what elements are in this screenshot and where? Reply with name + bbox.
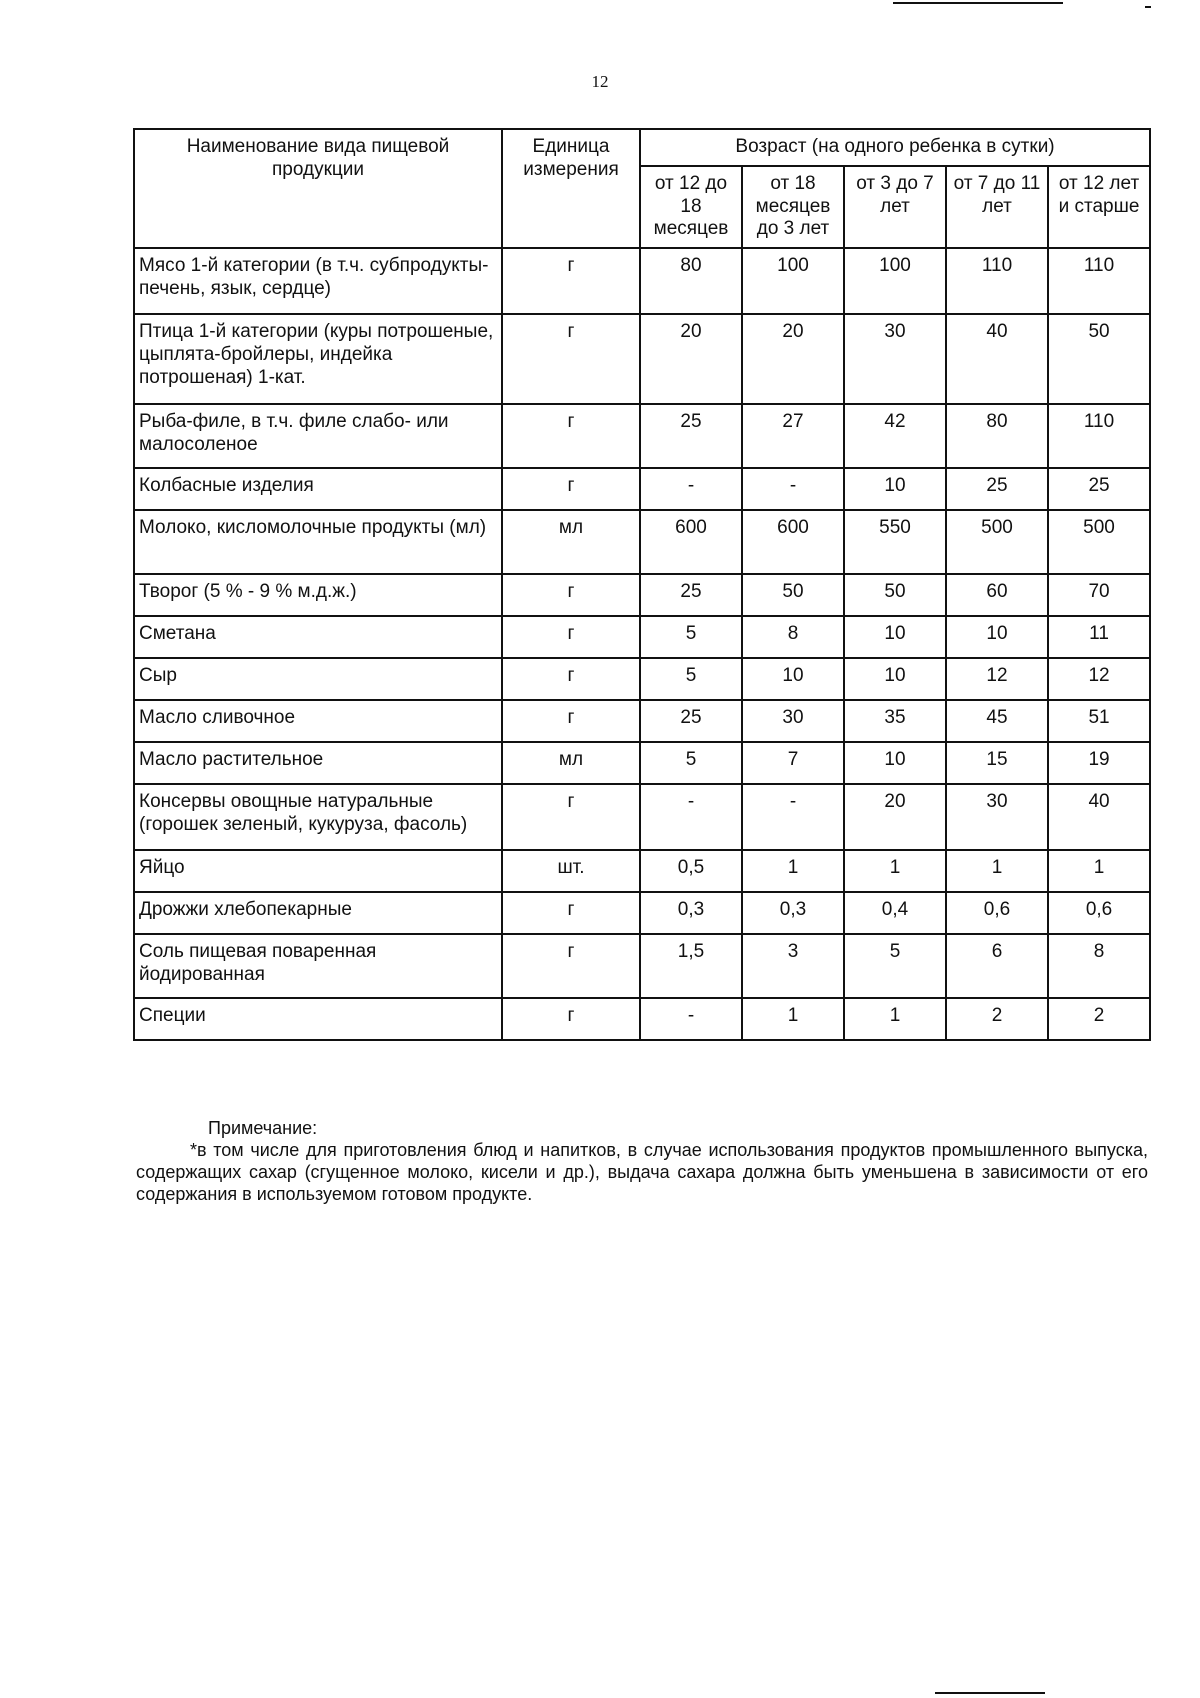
product-name-cell: Масло сливочное (134, 700, 502, 742)
value-cell: 6 (946, 934, 1048, 998)
table-row (134, 934, 1150, 998)
value-cell: 25 (640, 404, 742, 468)
value-cell: 10 (844, 658, 946, 700)
value-cell: 8 (742, 616, 844, 658)
unit-cell: г (502, 248, 640, 314)
value-cell: 110 (946, 248, 1048, 314)
value-cell: - (742, 784, 844, 850)
unit-cell: г (502, 658, 640, 700)
unit-cell: мл (502, 510, 640, 574)
table-row (134, 892, 1150, 934)
value-cell: 20 (742, 314, 844, 404)
unit-cell: г (502, 574, 640, 616)
scan-mark-corner (1145, 6, 1151, 8)
product-name-cell: Молоко, кисломолочные продукты (мл) (134, 510, 502, 574)
table-row (134, 574, 1150, 616)
value-cell: 7 (742, 742, 844, 784)
header-age-group: Возраст (на одного ребенка в сутки) (640, 129, 1150, 166)
value-cell: 1,5 (640, 934, 742, 998)
product-name-cell: Птица 1-й категории (куры потрошеные, цыплята-бройлеры, индейка потрошеная) 1-кат. (134, 314, 502, 404)
value-cell: 3 (742, 934, 844, 998)
page-number: 12 (591, 72, 609, 91)
food-norms-table (133, 128, 1151, 1041)
value-cell: 45 (946, 700, 1048, 742)
value-cell: - (640, 784, 742, 850)
value-cell: 0,6 (946, 892, 1048, 934)
value-cell: 19 (1048, 742, 1150, 784)
value-cell: 5 (640, 742, 742, 784)
value-cell: 80 (946, 404, 1048, 468)
product-name-cell: Консервы овощные натуральные (горошек зеленый, кукуруза, фасоль) (134, 784, 502, 850)
value-cell: 12 (946, 658, 1048, 700)
value-cell: 30 (844, 314, 946, 404)
value-cell: 0,3 (742, 892, 844, 934)
product-name-cell: Сыр (134, 658, 502, 700)
unit-cell: шт. (502, 850, 640, 892)
unit-cell: г (502, 934, 640, 998)
table-row (134, 510, 1150, 574)
unit-cell: мл (502, 742, 640, 784)
value-cell: 2 (946, 998, 1048, 1040)
value-cell: - (640, 468, 742, 510)
product-name-cell: Колбасные изделия (134, 468, 502, 510)
value-cell: - (742, 468, 844, 510)
value-cell: 2 (1048, 998, 1150, 1040)
value-cell: 25 (1048, 468, 1150, 510)
value-cell: 25 (946, 468, 1048, 510)
value-cell: 500 (946, 510, 1048, 574)
unit-cell: г (502, 404, 640, 468)
unit-cell: г (502, 700, 640, 742)
note (136, 1118, 1148, 1206)
table-row (134, 404, 1150, 468)
value-cell: 1 (844, 998, 946, 1040)
value-cell: 600 (742, 510, 844, 574)
value-cell: 0,3 (640, 892, 742, 934)
note-title: Примечание: (208, 1118, 318, 1138)
value-cell: 80 (640, 248, 742, 314)
table-row (134, 850, 1150, 892)
table-row (134, 998, 1150, 1040)
note-text: *в том числе для приготовления блюд и напитков, в случае использования продуктов промышленного выпуска, содержащих сахар (сгущенное молоко, кисели и др.), выдача сахара должна быть уменьшена в зависимости от его содержания в используемом готовом продукте. (136, 1139, 1148, 1204)
value-cell: 0,5 (640, 850, 742, 892)
table-row (134, 658, 1150, 700)
value-cell: 10 (844, 742, 946, 784)
value-cell: 5 (640, 616, 742, 658)
product-name-cell: Масло растительное (134, 742, 502, 784)
value-cell: 10 (742, 658, 844, 700)
value-cell: 110 (1048, 404, 1150, 468)
product-name-cell: Специи (134, 998, 502, 1040)
scan-mark-bottom (935, 1692, 1045, 1694)
value-cell: 600 (640, 510, 742, 574)
value-cell: 50 (844, 574, 946, 616)
header-age-18-months-3-years: от 18 месяцев до 3 лет (742, 166, 844, 248)
value-cell: 12 (1048, 658, 1150, 700)
table-row (134, 784, 1150, 850)
table-row (134, 248, 1150, 314)
header-age-12-plus-years: от 12 лет и старше (1048, 166, 1150, 248)
value-cell: 10 (844, 616, 946, 658)
value-cell: 550 (844, 510, 946, 574)
value-cell: 30 (742, 700, 844, 742)
product-name-cell: Яйцо (134, 850, 502, 892)
value-cell: 11 (1048, 616, 1150, 658)
value-cell: 10 (946, 616, 1048, 658)
value-cell: 40 (1048, 784, 1150, 850)
value-cell: 20 (844, 784, 946, 850)
product-name-cell: Соль пищевая поваренная йодированная (134, 934, 502, 998)
header-product-name: Наименование вида пищевой продукции (134, 129, 502, 248)
table-row (134, 616, 1150, 658)
value-cell: 1 (946, 850, 1048, 892)
unit-cell: г (502, 998, 640, 1040)
header-age-12-18-months: от 12 до 18 месяцев (640, 166, 742, 248)
value-cell: 25 (640, 574, 742, 616)
value-cell: 110 (1048, 248, 1150, 314)
value-cell: 0,6 (1048, 892, 1150, 934)
value-cell: 30 (946, 784, 1048, 850)
product-name-cell: Сметана (134, 616, 502, 658)
product-name-cell: Мясо 1-й категории (в т.ч. субпродукты-печень, язык, сердце) (134, 248, 502, 314)
header-age-7-11-years: от 7 до 11 лет (946, 166, 1048, 248)
value-cell: 25 (640, 700, 742, 742)
product-name-cell: Рыба-филе, в т.ч. филе слабо- или малосоленое (134, 404, 502, 468)
value-cell: 60 (946, 574, 1048, 616)
table-row (134, 742, 1150, 784)
scan-mark-top (893, 2, 1063, 4)
value-cell: 1 (844, 850, 946, 892)
unit-cell: г (502, 314, 640, 404)
value-cell: 15 (946, 742, 1048, 784)
product-name-cell: Дрожжи хлебопекарные (134, 892, 502, 934)
value-cell: 42 (844, 404, 946, 468)
value-cell: 50 (1048, 314, 1150, 404)
unit-cell: г (502, 784, 640, 850)
value-cell: 1 (1048, 850, 1150, 892)
header-age-3-7-years: от 3 до 7 лет (844, 166, 946, 248)
table-body (134, 248, 1150, 1040)
value-cell: 100 (844, 248, 946, 314)
value-cell: 40 (946, 314, 1048, 404)
value-cell: 100 (742, 248, 844, 314)
unit-cell: г (502, 892, 640, 934)
value-cell: 0,4 (844, 892, 946, 934)
unit-cell: г (502, 616, 640, 658)
value-cell: 1 (742, 850, 844, 892)
product-name-cell: Творог (5 % - 9 % м.д.ж.) (134, 574, 502, 616)
value-cell: 1 (742, 998, 844, 1040)
table-row (134, 700, 1150, 742)
table-row (134, 468, 1150, 510)
value-cell: 20 (640, 314, 742, 404)
value-cell: 5 (844, 934, 946, 998)
value-cell: 500 (1048, 510, 1150, 574)
value-cell: 35 (844, 700, 946, 742)
unit-cell: г (502, 468, 640, 510)
value-cell: 50 (742, 574, 844, 616)
value-cell: 10 (844, 468, 946, 510)
value-cell: 51 (1048, 700, 1150, 742)
value-cell: 70 (1048, 574, 1150, 616)
value-cell: 5 (640, 658, 742, 700)
value-cell: 27 (742, 404, 844, 468)
header-unit: Единица измерения (502, 129, 640, 248)
value-cell: - (640, 998, 742, 1040)
table-row (134, 314, 1150, 404)
value-cell: 8 (1048, 934, 1150, 998)
